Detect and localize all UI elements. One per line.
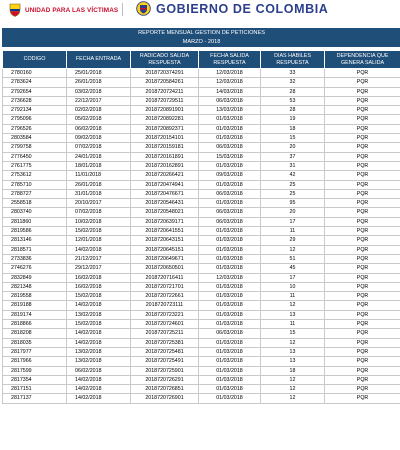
fecha-entrada-cell: 21/12/2017 [67, 254, 131, 263]
dias-habiles-cell: 15 [261, 329, 325, 338]
table-row [3, 124, 400, 133]
radicado-cell: 2018720266421 [131, 171, 199, 180]
codigo-cell: 2817966 [3, 357, 67, 366]
dias-habiles-cell: 18 [261, 124, 325, 133]
codigo-cell: 2803740 [3, 208, 67, 217]
codigo-cell: 2832849 [3, 273, 67, 282]
fecha-salida-cell: 15/03/2018 [199, 152, 261, 161]
codigo-cell: 2788727 [3, 189, 67, 198]
column-header-fecha-salida: FECHA SALIDA RESPUESTA [199, 51, 261, 69]
radicado-cell: 2018720723111 [131, 301, 199, 310]
codigo-cell: 2819586 [3, 227, 67, 236]
dependencia-cell: PQR [325, 347, 400, 356]
radicado-cell: 2018720641551 [131, 227, 199, 236]
codigo-cell: 2792134 [3, 106, 67, 115]
gobierno-colombia-logo [136, 1, 328, 16]
radicado-cell: 2018720548021 [131, 208, 199, 217]
fecha-salida-cell: 01/03/2018 [199, 375, 261, 384]
dias-habiles-cell: 13 [261, 310, 325, 319]
fecha-salida-cell: 01/03/2018 [199, 310, 261, 319]
fecha-entrada-cell: 22/12/2017 [67, 96, 131, 105]
fecha-entrada-cell: 03/02/2018 [67, 87, 131, 96]
report-title: REPORTE MENSUAL GESTION DE PETICIONES [3, 29, 400, 38]
dependencia-cell: PQR [325, 385, 400, 394]
dependencia-cell: PQR [325, 292, 400, 301]
codigo-cell: 2796526 [3, 124, 67, 133]
table-row [3, 273, 400, 282]
fecha-entrada-cell: 14/02/2018 [67, 375, 131, 384]
dias-habiles-cell: 25 [261, 189, 325, 198]
fecha-salida-cell: 13/03/2018 [199, 106, 261, 115]
column-header-row [3, 51, 400, 69]
fecha-salida-cell: 01/03/2018 [199, 115, 261, 124]
dependencia-cell: PQR [325, 106, 400, 115]
dias-habiles-cell: 32 [261, 78, 325, 87]
radicado-cell: 2018720725381 [131, 338, 199, 347]
codigo-cell: 2818035 [3, 338, 67, 347]
radicado-cell: 2018720722661 [131, 292, 199, 301]
radicado-cell: 2018720891901 [131, 106, 199, 115]
fecha-salida-cell: 01/03/2018 [199, 124, 261, 133]
codigo-cell: 2817137 [3, 394, 67, 403]
dependencia-cell: PQR [325, 199, 400, 208]
fecha-entrada-cell: 14/02/2018 [67, 245, 131, 254]
column-header-radicado-salida: RADICADO SALIDA RESPUESTA [131, 51, 199, 69]
fecha-entrada-cell: 15/02/2018 [67, 227, 131, 236]
radicado-cell: 2018720474941 [131, 180, 199, 189]
colombia-shield-icon [8, 3, 22, 17]
table-row [3, 199, 400, 208]
table-row [3, 282, 400, 291]
radicado-cell: 2018720639171 [131, 217, 199, 226]
table-row [3, 357, 400, 366]
fecha-salida-cell: 12/03/2018 [199, 69, 261, 78]
dias-habiles-cell: 95 [261, 199, 325, 208]
radicado-cell: 2018720643151 [131, 236, 199, 245]
radicado-cell: 2018720724211 [131, 87, 199, 96]
dias-habiles-cell: 25 [261, 180, 325, 189]
radicado-cell: 2018720584261 [131, 78, 199, 87]
radicado-cell: 2018720154101 [131, 134, 199, 143]
dias-habiles-cell: 37 [261, 152, 325, 161]
dias-habiles-cell: 20 [261, 208, 325, 217]
radicado-cell: 2018720729511 [131, 96, 199, 105]
radicado-cell: 2018720374291 [131, 69, 199, 78]
dependencia-cell: PQR [325, 96, 400, 105]
dependencia-cell: PQR [325, 338, 400, 347]
fecha-entrada-cell: 02/02/2018 [67, 106, 131, 115]
unidad-victimas-text: UNIDAD PARA LAS VÍCTIMAS [25, 6, 119, 14]
fecha-entrada-cell: 05/02/2018 [67, 115, 131, 124]
radicado-cell: 2018720726851 [131, 385, 199, 394]
codigo-cell: 2811860 [3, 217, 67, 226]
codigo-cell: 2803584 [3, 134, 67, 143]
table-row [3, 96, 400, 105]
codigo-cell: 2818866 [3, 320, 67, 329]
fecha-salida-cell: 01/03/2018 [199, 199, 261, 208]
table-row [3, 366, 400, 375]
dias-habiles-cell: 11 [261, 320, 325, 329]
dias-habiles-cell: 45 [261, 264, 325, 273]
fecha-entrada-cell: 07/02/2018 [67, 143, 131, 152]
fecha-salida-cell: 01/03/2018 [199, 254, 261, 263]
fecha-entrada-cell: 20/10/2017 [67, 199, 131, 208]
radicado-cell: 2018720726901 [131, 394, 199, 403]
dias-habiles-cell: 12 [261, 394, 325, 403]
table-row [3, 87, 400, 96]
fecha-entrada-cell: 25/01/2018 [67, 69, 131, 78]
codigo-cell: 2818571 [3, 245, 67, 254]
fecha-salida-cell: 01/03/2018 [199, 301, 261, 310]
dias-habiles-cell: 12 [261, 245, 325, 254]
dias-habiles-cell: 11 [261, 227, 325, 236]
fecha-salida-cell: 01/03/2018 [199, 347, 261, 356]
dias-habiles-cell: 28 [261, 106, 325, 115]
codigo-cell: 2799758 [3, 143, 67, 152]
dias-habiles-cell: 11 [261, 292, 325, 301]
table-row [3, 106, 400, 115]
table-row [3, 227, 400, 236]
codigo-cell: 2817354 [3, 375, 67, 384]
peticiones-report-table [2, 28, 400, 404]
table-row [3, 254, 400, 263]
fecha-salida-cell: 01/03/2018 [199, 338, 261, 347]
fecha-entrada-cell: 16/02/2018 [67, 282, 131, 291]
table-row [3, 78, 400, 87]
fecha-entrada-cell: 15/02/2018 [67, 292, 131, 301]
radicado-cell: 2018720723221 [131, 310, 199, 319]
dependencia-cell: PQR [325, 264, 400, 273]
fecha-entrada-cell: 15/02/2018 [67, 320, 131, 329]
fecha-salida-cell: 01/03/2018 [199, 394, 261, 403]
table-row [3, 385, 400, 394]
table-row [3, 208, 400, 217]
codigo-cell: 2733836 [3, 254, 67, 263]
fecha-salida-cell: 01/03/2018 [199, 320, 261, 329]
codigo-cell: 2785710 [3, 180, 67, 189]
dependencia-cell: PQR [325, 171, 400, 180]
table-row [3, 171, 400, 180]
radicado-cell: 2018720892371 [131, 124, 199, 133]
codigo-cell: 2780160 [3, 69, 67, 78]
dias-habiles-cell: 31 [261, 161, 325, 170]
dependencia-cell: PQR [325, 366, 400, 375]
radicado-cell: 2018720725481 [131, 347, 199, 356]
radicado-cell: 2018720645151 [131, 245, 199, 254]
dependencia-cell: PQR [325, 69, 400, 78]
fecha-salida-cell: 01/03/2018 [199, 180, 261, 189]
table-row [3, 320, 400, 329]
fecha-entrada-cell: 14/02/2018 [67, 301, 131, 310]
table-row [3, 143, 400, 152]
fecha-entrada-cell: 14/02/2018 [67, 329, 131, 338]
fecha-entrada-cell: 14/02/2018 [67, 338, 131, 347]
fecha-salida-cell: 12/03/2018 [199, 273, 261, 282]
fecha-salida-cell: 01/03/2018 [199, 357, 261, 366]
radicado-cell: 2018720726291 [131, 375, 199, 384]
dependencia-cell: PQR [325, 245, 400, 254]
fecha-salida-cell: 09/03/2018 [199, 171, 261, 180]
codigo-cell: 2761775 [3, 161, 67, 170]
dias-habiles-cell: 20 [261, 143, 325, 152]
table-row [3, 245, 400, 254]
codigo-cell: 2821348 [3, 282, 67, 291]
codigo-cell: 2558518 [3, 199, 67, 208]
dependencia-cell: PQR [325, 161, 400, 170]
unidad-victimas-logo [8, 3, 118, 17]
codigo-cell: 2818208 [3, 329, 67, 338]
dias-habiles-cell: 18 [261, 366, 325, 375]
fecha-entrada-cell: 14/02/2018 [67, 394, 131, 403]
dependencia-cell: PQR [325, 152, 400, 161]
dependencia-cell: PQR [325, 180, 400, 189]
fecha-salida-cell: 06/03/2018 [199, 208, 261, 217]
codigo-cell: 2753612 [3, 171, 67, 180]
fecha-salida-cell: 06/03/2018 [199, 96, 261, 105]
table-row [3, 152, 400, 161]
table-row [3, 180, 400, 189]
codigo-cell: 2795096 [3, 115, 67, 124]
radicado-cell: 2018720725901 [131, 366, 199, 375]
dependencia-cell: PQR [325, 87, 400, 96]
fecha-salida-cell: 01/03/2018 [199, 366, 261, 375]
radicado-cell: 2018720721701 [131, 282, 199, 291]
table-row [3, 310, 400, 319]
report-title-row [3, 29, 400, 38]
dias-habiles-cell: 19 [261, 115, 325, 124]
fecha-entrada-cell: 18/01/2018 [67, 161, 131, 170]
radicado-cell: 2018720650501 [131, 264, 199, 273]
dependencia-cell: PQR [325, 273, 400, 282]
fecha-salida-cell: 14/03/2018 [199, 87, 261, 96]
table-row [3, 394, 400, 403]
codigo-cell: 2736628 [3, 96, 67, 105]
column-header-dependencia: DEPENDENCIA QUE GENERA SALIDA [325, 51, 400, 69]
radicado-cell: 2018720892281 [131, 115, 199, 124]
dias-habiles-cell: 10 [261, 282, 325, 291]
dias-habiles-cell: 33 [261, 69, 325, 78]
table-row [3, 161, 400, 170]
fecha-entrada-cell: 13/02/2018 [67, 347, 131, 356]
fecha-entrada-cell: 26/01/2018 [67, 180, 131, 189]
dias-habiles-cell: 17 [261, 273, 325, 282]
fecha-entrada-cell: 06/02/2018 [67, 366, 131, 375]
radicado-cell: 2018720716411 [131, 273, 199, 282]
fecha-entrada-cell: 12/01/2018 [67, 236, 131, 245]
dependencia-cell: PQR [325, 301, 400, 310]
fecha-entrada-cell: 11/01/2018 [67, 171, 131, 180]
codigo-cell: 2813146 [3, 236, 67, 245]
fecha-entrada-cell: 31/01/2018 [67, 189, 131, 198]
fecha-salida-cell: 01/03/2018 [199, 161, 261, 170]
radicado-cell: 2018720159181 [131, 143, 199, 152]
fecha-salida-cell: 01/03/2018 [199, 264, 261, 273]
dependencia-cell: PQR [325, 189, 400, 198]
codigo-cell: 2819558 [3, 292, 67, 301]
fecha-salida-cell: 01/03/2018 [199, 236, 261, 245]
page-header [0, 0, 400, 22]
dias-habiles-cell: 29 [261, 236, 325, 245]
fecha-entrada-cell: 29/12/2017 [67, 264, 131, 273]
codigo-cell: 2792654 [3, 87, 67, 96]
dias-habiles-cell: 12 [261, 301, 325, 310]
dias-habiles-cell: 42 [261, 171, 325, 180]
fecha-salida-cell: 01/03/2018 [199, 134, 261, 143]
dependencia-cell: PQR [325, 143, 400, 152]
fecha-salida-cell: 06/03/2018 [199, 143, 261, 152]
dependencia-cell: PQR [325, 208, 400, 217]
codigo-cell: 2783624 [3, 78, 67, 87]
table-row [3, 375, 400, 384]
dependencia-cell: PQR [325, 236, 400, 245]
codigo-cell: 2819188 [3, 301, 67, 310]
column-header-dias-habiles: DIAS HABILES RESPUESTA [261, 51, 325, 69]
dependencia-cell: PQR [325, 78, 400, 87]
codigo-cell: 2817977 [3, 347, 67, 356]
codigo-cell: 2746276 [3, 264, 67, 273]
table-row [3, 217, 400, 226]
coat-of-arms-icon [136, 1, 151, 16]
table-row [3, 329, 400, 338]
dias-habiles-cell: 17 [261, 217, 325, 226]
dependencia-cell: PQR [325, 329, 400, 338]
radicado-cell: 2018720725211 [131, 329, 199, 338]
codigo-cell: 2817599 [3, 366, 67, 375]
fecha-salida-cell: 01/03/2018 [199, 292, 261, 301]
report-period-row [3, 38, 400, 47]
fecha-entrada-cell: 06/02/2018 [67, 124, 131, 133]
dias-habiles-cell: 12 [261, 385, 325, 394]
dependencia-cell: PQR [325, 115, 400, 124]
table-row [3, 69, 400, 78]
fecha-entrada-cell: 09/02/2018 [67, 134, 131, 143]
fecha-salida-cell: 01/03/2018 [199, 385, 261, 394]
fecha-salida-cell: 01/03/2018 [199, 245, 261, 254]
radicado-cell: 2018720725491 [131, 357, 199, 366]
table-row [3, 338, 400, 347]
dias-habiles-cell: 28 [261, 87, 325, 96]
fecha-entrada-cell: 24/01/2018 [67, 152, 131, 161]
fecha-salida-cell: 12/03/2018 [199, 78, 261, 87]
dias-habiles-cell: 13 [261, 357, 325, 366]
dependencia-cell: PQR [325, 282, 400, 291]
dias-habiles-cell: 53 [261, 96, 325, 105]
dependencia-cell: PQR [325, 320, 400, 329]
table-row [3, 264, 400, 273]
radicado-cell: 2018720476671 [131, 189, 199, 198]
table-row [3, 301, 400, 310]
dependencia-cell: PQR [325, 124, 400, 133]
dias-habiles-cell: 15 [261, 134, 325, 143]
table-row [3, 347, 400, 356]
dias-habiles-cell: 12 [261, 338, 325, 347]
radicado-cell: 2018720546431 [131, 199, 199, 208]
dependencia-cell: PQR [325, 310, 400, 319]
fecha-salida-cell: 06/03/2018 [199, 329, 261, 338]
fecha-entrada-cell: 13/02/2018 [67, 357, 131, 366]
table-row [3, 189, 400, 198]
column-header-fecha-entrada: FECHA ENTRADA [67, 51, 131, 69]
fecha-salida-cell: 06/03/2018 [199, 217, 261, 226]
report-period: MARZO - 2018 [3, 38, 400, 47]
fecha-entrada-cell: 13/02/2018 [67, 310, 131, 319]
dependencia-cell: PQR [325, 254, 400, 263]
gobierno-colombia-text: GOBIERNO DE COLOMBIA [156, 1, 329, 16]
table-row [3, 236, 400, 245]
logo-divider [122, 3, 123, 16]
codigo-cell: 2776450 [3, 152, 67, 161]
dependencia-cell: PQR [325, 357, 400, 366]
radicado-cell: 2018720724601 [131, 320, 199, 329]
radicado-cell: 2018720649671 [131, 254, 199, 263]
fecha-entrada-cell: 14/02/2018 [67, 385, 131, 394]
column-header-codigo: CODIGO [3, 51, 67, 69]
dependencia-cell: PQR [325, 394, 400, 403]
fecha-entrada-cell: 07/02/2018 [67, 208, 131, 217]
radicado-cell: 2018720162891 [131, 161, 199, 170]
codigo-cell: 2817151 [3, 385, 67, 394]
table-row [3, 115, 400, 124]
table-row [3, 292, 400, 301]
fecha-entrada-cell: 26/01/2018 [67, 78, 131, 87]
dias-habiles-cell: 13 [261, 347, 325, 356]
fecha-entrada-cell: 10/02/2018 [67, 217, 131, 226]
radicado-cell: 2018720161891 [131, 152, 199, 161]
dias-habiles-cell: 51 [261, 254, 325, 263]
dependencia-cell: PQR [325, 227, 400, 236]
dependencia-cell: PQR [325, 375, 400, 384]
table-row [3, 134, 400, 143]
codigo-cell: 2819174 [3, 310, 67, 319]
fecha-salida-cell: 01/03/2018 [199, 282, 261, 291]
dependencia-cell: PQR [325, 217, 400, 226]
fecha-entrada-cell: 16/02/2018 [67, 273, 131, 282]
dias-habiles-cell: 12 [261, 375, 325, 384]
fecha-salida-cell: 01/03/2018 [199, 227, 261, 236]
dependencia-cell: PQR [325, 134, 400, 143]
fecha-salida-cell: 06/03/2018 [199, 189, 261, 198]
